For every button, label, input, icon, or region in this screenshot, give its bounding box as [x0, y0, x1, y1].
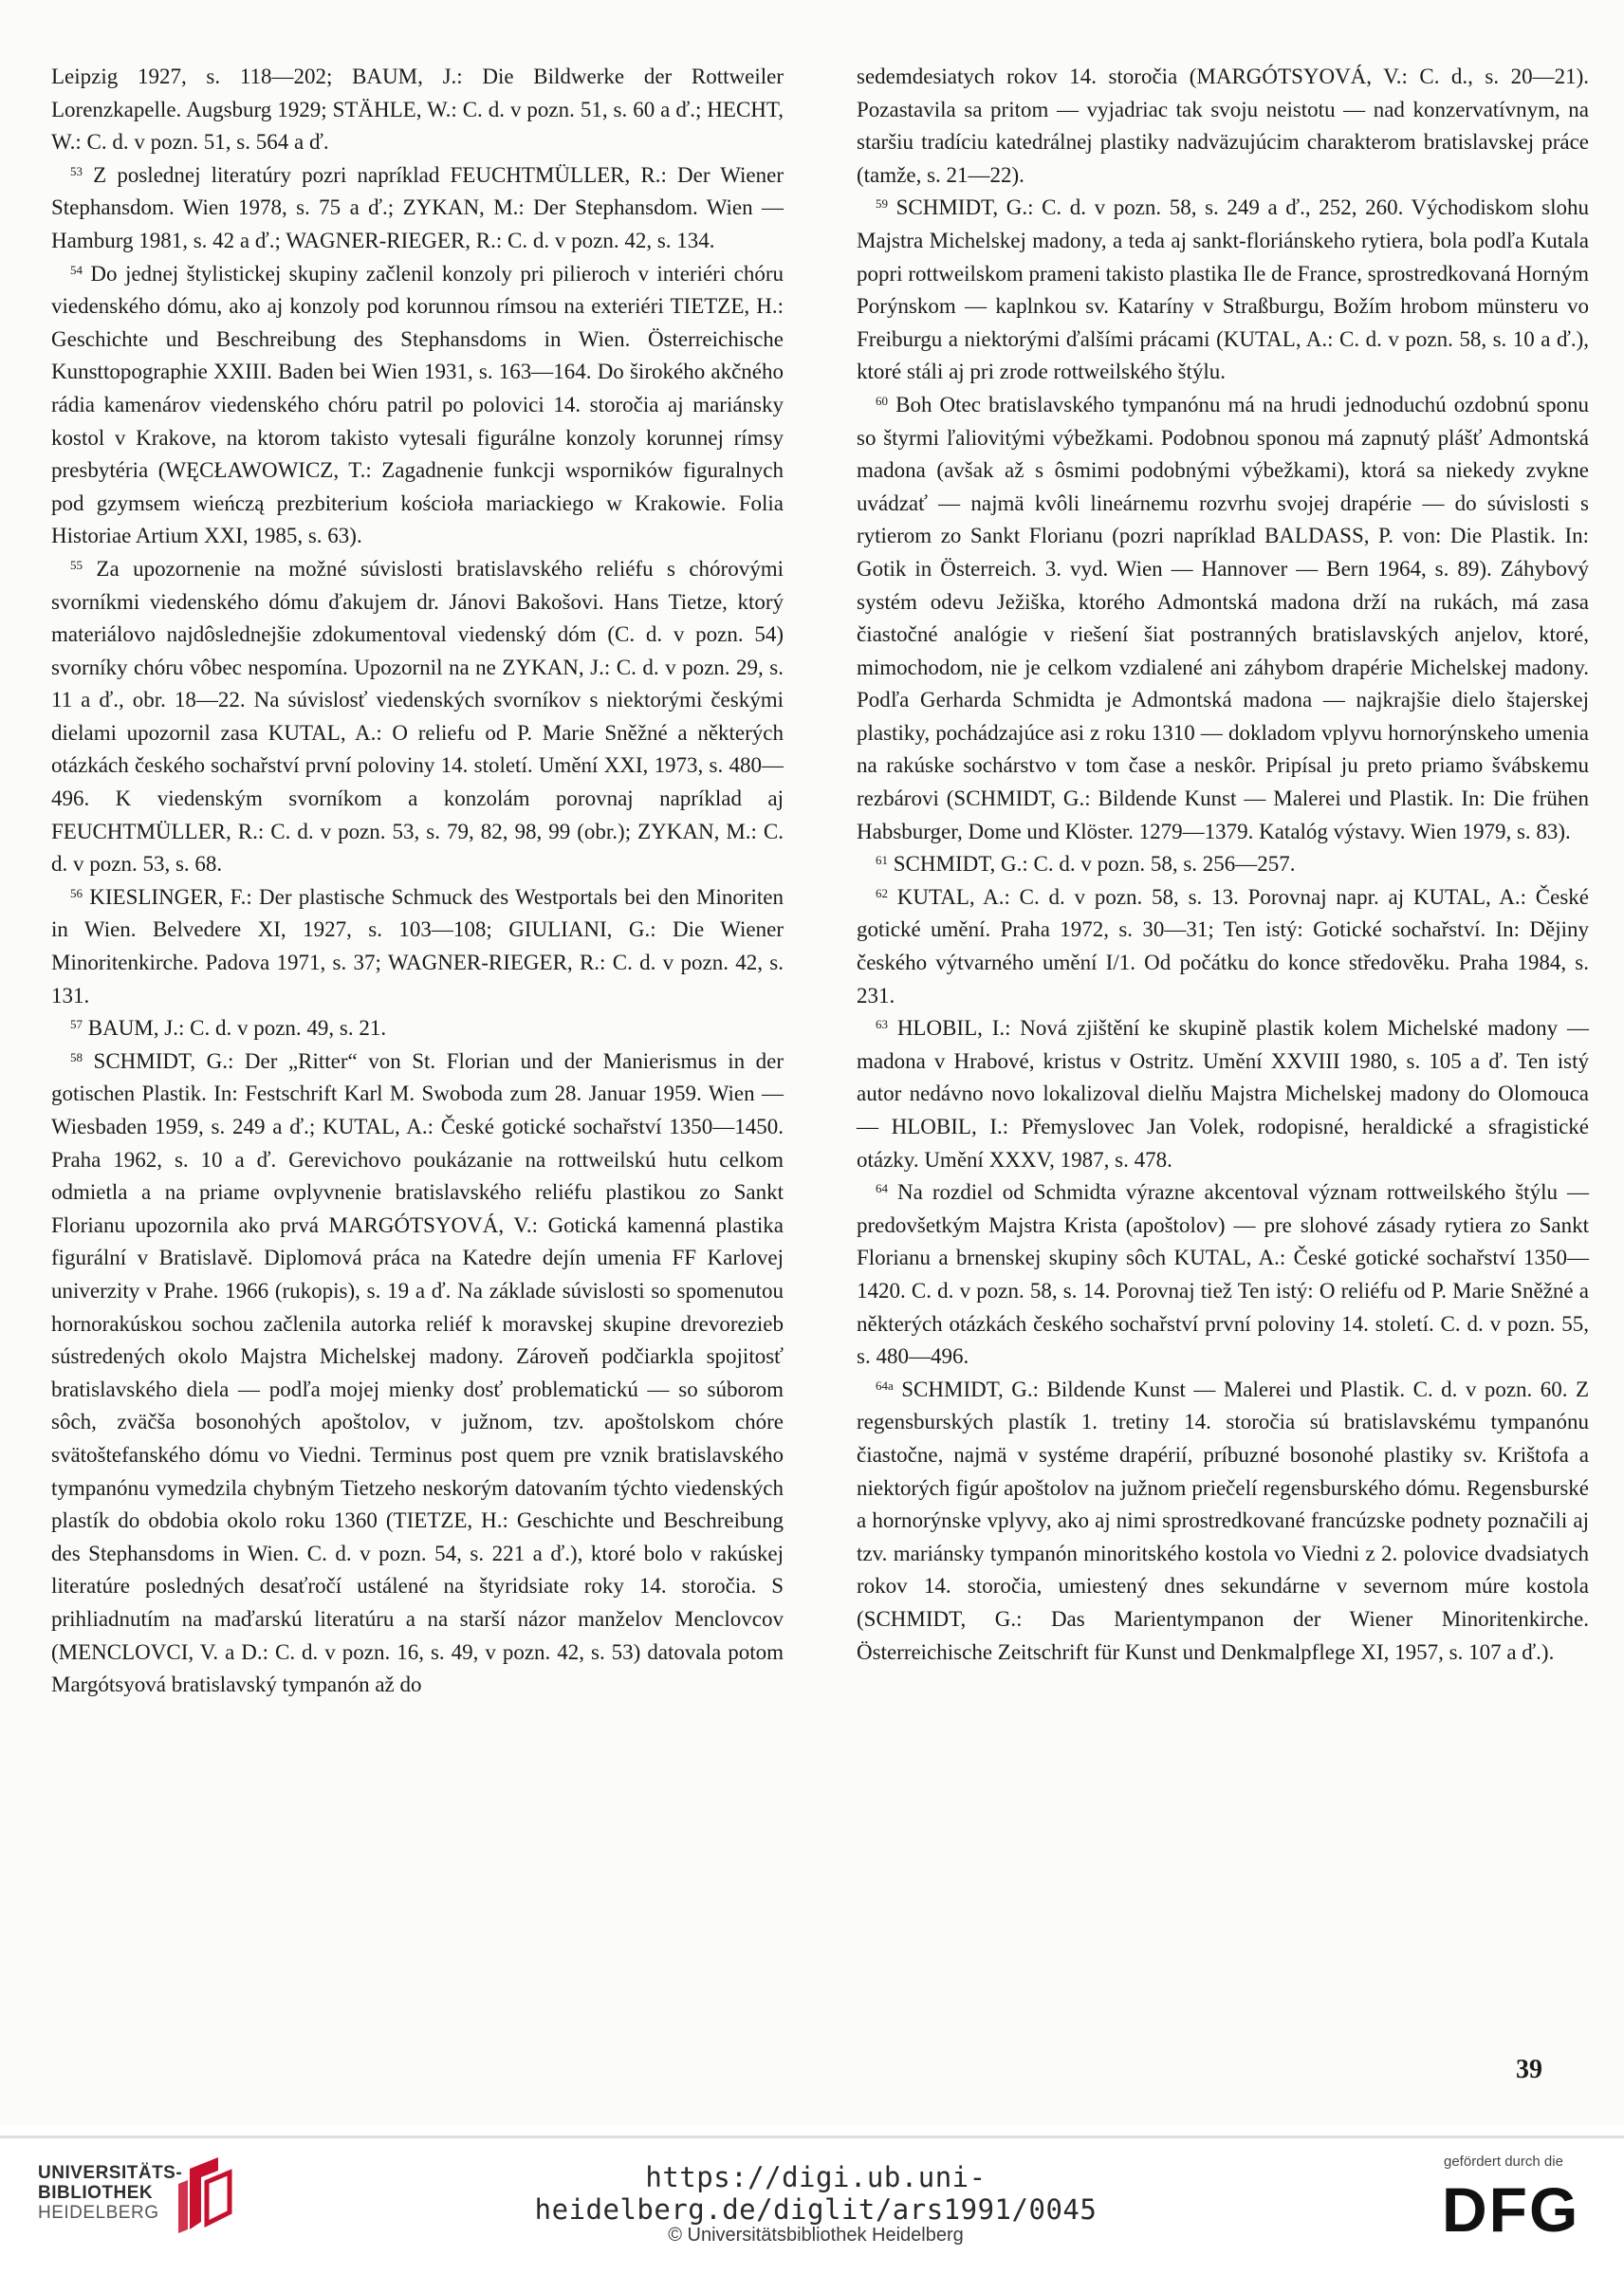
- funder-caption: gefördert durch die: [1444, 2154, 1563, 2170]
- university-library-logo[interactable]: [38, 2155, 379, 2260]
- left-column: [51, 61, 784, 1702]
- footer-divider: [0, 2136, 1624, 2138]
- footnote-number: 53: [70, 163, 83, 178]
- footnote-number: 57: [70, 1017, 83, 1032]
- footnote-61: $^{61}$ SCHMIDT, G.: C. d. v pozn. 58, s. 256—257.: [876, 852, 1296, 877]
- footnote-63: $^{63}$ HLOBIL, I.: Nová zjištění ke skupině plastik kolem Michelské madony — madona v Hrabové, kristus v Ostritz. Umění XXVIII 1980, s. 105 a ď. Ten istý autor nedávno novo lokalizoval dielňu Majstra Michelskej madony do Olomouca — HLOBIL, I.: Přemyslovec Jan Volek, rodopisné, heraldické a sfragistické otázky. Umění XXXV, 1987, s. 478.: [857, 1016, 1589, 1172]
- copyright-notice: © Universitätsbibliothek Heidelberg: [668, 2225, 964, 2246]
- dfg-logo: DFG: [1442, 2174, 1580, 2245]
- footnote-53: $^{53}$ Z poslednej literatúry pozri napríklad FEUCHTMÜLLER, R.: Der Wiener Stephansdom. Wien 1978, s. 75 a ď.; ZYKAN, M.: Der Stephansdom. Wien — Hamburg 1981, s. 42 a ď.; WAGNER-RIEGER, R.: C. d. v pozn. 42, s. 134.: [51, 162, 784, 252]
- dfg-funder-block[interactable]: [1423, 2154, 1603, 2267]
- footnote-58: $^{58}$ SCHMIDT, G.: Der „Ritter“ von St. Florian und der Manierismus in der gotischen Plastik. In: Festschrift Karl M. Swoboda zum 28. Januar 1959. Wien — Wiesbaden 1959, s. 249 a ď.; KUTAL, A.: České gotické sochařství 1350—1450. Praha 1962, s. 10 a ď. Gerevichovo poukázanie na rottweilskú hutu celkom odmietla a na priame ovplyvnenie bratislavského reliéfu plastikou zo Sankt Florianu upozornila ako prvá MARGÓTSYOVÁ, V.: Gotická kamenná plastika figurální v Bratislavě. Diplomová práca na Katedre dejín umenia FF Karlovej univerzity v Prahe. 1966 (rukopis), s. 19 a ď. Na základe súvislosti so spomenutou hornorakúskou sochou začlenila autorka reliéf k moravskej skupine drevorezieb sústredených okolo Majstra Michelskej madony. Zároveň podčiarkla spojitosť bratislavského diela — podľa mojej mienky dosť problematickú — so súborom sôch, zväčša bosonohých apoštolov, v južnom, tzv. apoštolskom chóre svätoštefanského dómu vo Viedni. Terminus post quem pre vznik bratislavského tympanónu vymedzila chybným Tietzeho neskorým datovaním týchto viedenských plastík do obdobia okolo roku 1360 (TIETZE, H.: Geschichte und Beschreibung des Stephansdoms in Wien. C. d. v pozn. 54, s. 221 a ď.), ktoré bolo v rakúskej literatúre posledných desaťročí ustálené na štyridsiate roky 14. storočia. S prihliadnutím na maďarskú literatúru a na starší názor manželov Menclovcov (MENCLOVCI, V. a D.: C. d. v pozn. 16, s. 49, v pozn. 42, s. 53) datovala potom Margótsyová bratislavský tympanón až do: [51, 1048, 784, 1697]
- footnote-55: $^{55}$ Za upozornenie na možné súvislosti bratislavského reliéfu s chórovými svorníkmi viedenského dómu ďakujem dr. Jánovi Bakošovi. Hans Tietze, ktorý materiálovo najdôslednejšie zdokumentoval viedenský dóm (C. d. v pozn. 54) svorníky chóru vôbec nespomína. Upozornil na ne ZYKAN, J.: C. d. v pozn. 29, s. 11 a ď., obr. 18—22. Na súvislosť viedenských svorníkov s niektorými českými dielami upozornil zasa KUTAL, A.: O reliefu od P. Marie Sněžné a některých otázkách českého sochařství první poloviny 14. století. Umění XXI, 1973, s. 480—496. K viedenským svorníkom a konzolám porovnaj napríklad aj FEUCHTMÜLLER, R.: C. d. v pozn. 53, s. 79, 82, 98, 99 (obr.); ZYKAN, M.: C. d. v pozn. 53, s. 68.: [51, 556, 784, 877]
- footnote-56: $^{56}$ KIESLINGER, F.: Der plastische Schmuck des Westportals bei den Minoriten in Wien. Belvedere XI, 1927, s. 103—108; GIULIANI, G.: Die Wiener Minoritenkirche. Padova 1971, s. 37; WAGNER-RIEGER, R.: C. d. v pozn. 42, s. 131.: [51, 884, 784, 1008]
- footnote-number: 56: [70, 885, 83, 900]
- footnote-number: 62: [876, 885, 888, 900]
- footnote-54: $^{54}$ Do jednej štylistickej skupiny začlenil konzoly pri pilieroch v interiéri chóru viedenského dómu, ako aj konzoly pod korunnou rímsou na exteriéri TIETZE, H.: Geschichte und Beschreibung des Stephansdoms in Wien. Österreichische Kunsttopographie XXIII. Baden bei Wien 1931, s. 163—164. Do širokého akčného rádia kamenárov viedenského chóru patril po polovici 14. storočia aj mariánsky kostol v Krakove, na ktorom takisto vytesali figurálne konzoly korunnej rímsy presbytéria (WĘCŁAWOWICZ, T.: Zagadnenie funkcji wsporników figuralnych pod gzymsem wieńczą prezbiterium kościoła mariackiego w Krakowie. Folia Historiae Artium XXI, 1985, s. 63).: [51, 261, 784, 548]
- footnote-62: $^{62}$ KUTAL, A.: C. d. v pozn. 58, s. 13. Porovnaj napr. aj KUTAL, A.: České gotické umění. Praha 1972, s. 30—31; Ten istý: Gotické sochařství. In: Dějiny českého výtvarného umění I/1. Od počátku do konce středověku. Praha 1984, s. 231.: [857, 884, 1590, 1008]
- library-logo-text: UNIVERSITÄTS- BIBLIOTHEK HEIDELBERG: [38, 2163, 183, 2223]
- footnote-number: 55: [70, 557, 83, 572]
- footnote-number: 59: [876, 196, 888, 212]
- library-emblem-icon: [163, 2155, 245, 2233]
- footnote-continuation: Leipzig 1927, s. 118—202; BAUM, J.: Die Bildwerke der Rottweiler Lorenzkapelle. Augsburg 1929; STÄHLE, W.: C. d. v pozn. 51, s. 60 a ď.; HECHT, W.: C. d. v pozn. 51, s. 564 a ď.: [51, 65, 784, 155]
- footnote-number: 54: [70, 262, 83, 277]
- source-url-link[interactable]: https://digi.ub.uni-heidelberg.de/diglit/ars1991/0045: [534, 2161, 1098, 2226]
- footnote-number: 63: [876, 1017, 888, 1032]
- footnote-number: 61: [876, 853, 888, 868]
- footnote-64: $^{64}$ Na rozdiel od Schmidta výrazne akcentoval význam rottweilského štýlu — predovšetkým Majstra Krista (apoštolov) — pre slohové zásady rytiera zo Sankt Florianu a brnenskej skupiny sôch KUTAL, A.: České gotické sochařství 1350—1420. C. d. v pozn. 58, s. 14. Porovnaj tiež Ten istý: O reliéfu od P. Marie Sněžné a některých otázkách českého sochařství první poloviny 14. století. C. d. v pozn. 55, s. 480—496.: [857, 1180, 1589, 1369]
- footnote-number: 58: [70, 1049, 83, 1064]
- footnote-number: 60: [876, 393, 888, 408]
- footnote-57: $^{57}$ BAUM, J.: C. d. v pozn. 49, s. 21.: [70, 1016, 387, 1041]
- footnote-continuation: sedemdesiatych rokov 14. storočia (MARGÓTSYOVÁ, V.: C. d., s. 20—21). Pozastavila sa pritom — vyjadriac tak svoju neistotu — nad konzervatívnym, na staršiu tradíciu katedrálnej plastiky nadväzujúcim charakterom bratislavskej práce (tamže, s. 21—22).: [857, 65, 1589, 187]
- footnote-60: $^{60}$ Boh Otec bratislavského tympanónu má na hrudi jednoduchú ozdobnú sponu so štyrmi ľaliovitými výbežkami. Podobnou sponou má zapnutý plášť Admontská madona (avšak až s ôsmimi podobnými výbežkami), ktorá sa niekedy zvykne uvádzať — najmä kvôli lineárnemu rozvrhu svojej drapérie — do súvislosti s rytierom zo Sankt Florianu (pozri napríklad BALDASS, P. von: Die Plastik. In: Gotik in Österreich. 3. vyd. Wien — Hannover — Bern 1964, s. 89). Záhybový systém odevu Ježiška, ktorého Admontská madona drží na rukách, má zasa čiastočné analógie v riešení šiat postranných bratislavských anjelov, ktoré, mimochodom, nie je celkom vzdialené ani záhybom drapérie Michelskej madony. Podľa Gerharda Schmidta je Admontská madona — najkrajšie dielo štajerskej plastiky, pochádzajúce asi z roku 1310 — dokladom vplyvu hornorýnskeho umenia na rakúske sochárstvo v tom čase a neskôr. Pripísal ju preto priamo švábskemu rezbárovi (SCHMIDT, G.: Bildende Kunst — Malerei und Plastik. In: Die frühen Habsburger, Dome und Klöster. 1279—1379. Katalóg výstavy. Wien 1979, s. 83).: [857, 392, 1589, 843]
- footnote-number: 64: [876, 1181, 888, 1196]
- page-number: 39: [1516, 2055, 1542, 2084]
- right-column: [857, 61, 1589, 1669]
- footnote-number: 64a: [876, 1378, 894, 1393]
- footnote-64a: $^{64a}$ SCHMIDT, G.: Bildende Kunst — Malerei und Plastik. C. d. v pozn. 60. Z regensburských plastík 1. tretiny 14. storočia sú bratislavskému tympanónu čiastočne, najmä v systéme drapérií, príbuzné bosonohé plastiky sv. Krištofa a niektorých figúr apoštolov na južnom priečelí regensburského dómu. Regensburské a hornorýnske vplyvy, ako aj nimi sprostredkované francúzske podnety poznačili aj tzv. mariánsky tympanón minoritského kostola vo Viedni z 2. polovice dvadsiatych rokov 14. storočia, umiestený dnes sekundárne v severnom múre kostola (SCHMIDT, G.: Das Marientympanon der Wiener Minoritenkirche. Österreichische Zeitschrift für Kunst und Denkmalpflege XI, 1957, s. 107 a ď.).: [857, 1377, 1590, 1664]
- footnote-59: $^{59}$ SCHMIDT, G.: C. d. v pozn. 58, s. 249 a ď., 252, 260. Východiskom slohu Majstra Michelskej madony, a teda aj sankt-floriánskeho rytiera, bola podľa Kutala popri rottweilskom prameni takisto plastika Ile de France, sprostredkovaná Horným Porýnskom — kaplnkou sv. Kataríny v Straßburgu, Božím hrobom münsteru vo Freiburgu a niektorými ďalšími prácami (KUTAL, A.: C. d. v pozn. 58, s. 10 a ď.), ktoré stáli aj pri zrode rottweilského štýlu.: [857, 195, 1589, 384]
